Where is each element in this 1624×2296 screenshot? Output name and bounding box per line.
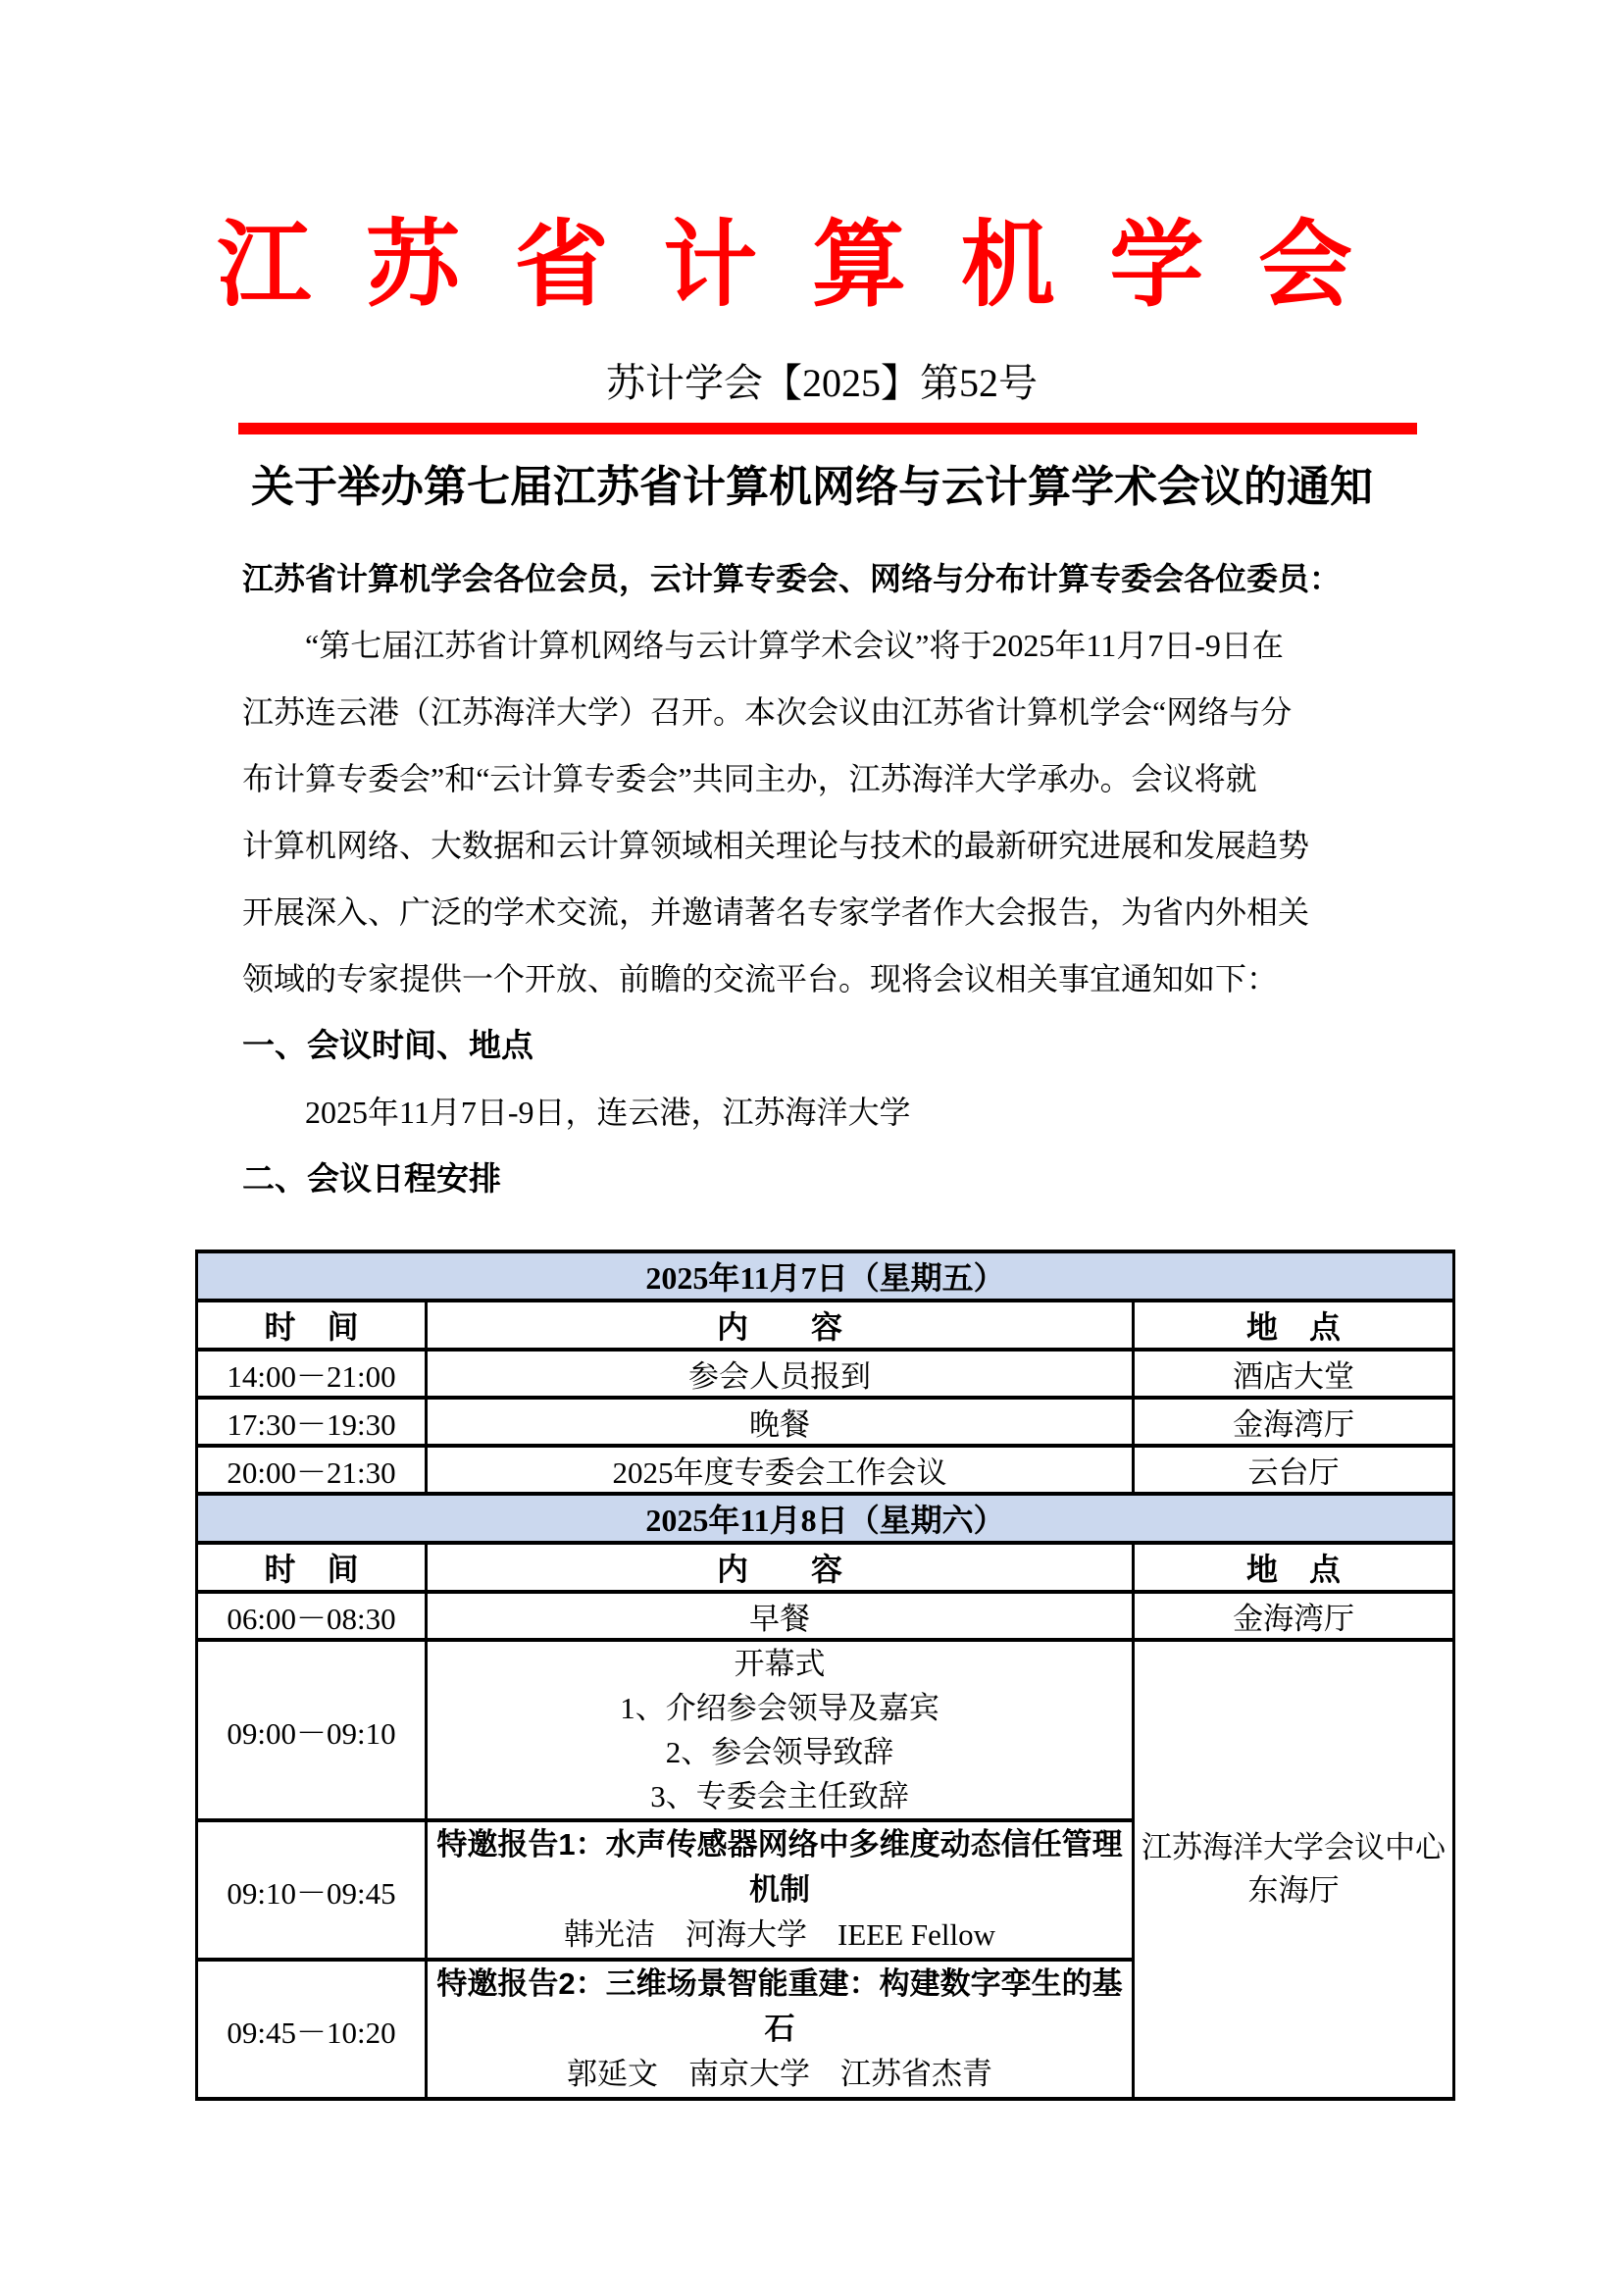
day2-date-header: 2025年11月8日（星期六） xyxy=(197,1494,1454,1543)
time-cell: 09:45－10:20 xyxy=(197,1960,427,2099)
content-column-header: 内 容 xyxy=(427,1301,1134,1350)
content-cell: 2025年度专委会工作会议 xyxy=(427,1446,1134,1494)
day1-header-row xyxy=(197,1251,1454,1301)
opening-title: 开幕式 xyxy=(734,1647,826,1681)
location-cell: 金海湾厅 xyxy=(1134,1592,1454,1640)
location-column-header: 地 点 xyxy=(1134,1543,1454,1592)
day1-column-header-row xyxy=(197,1301,1454,1350)
schedule-row-breakfast xyxy=(197,1592,1454,1640)
paragraph-line: 布计算专委会”和“云计算专委会”共同主办，江苏海洋大学承办。会议将就 xyxy=(242,761,1257,796)
location-cell: 云台厅 xyxy=(1134,1446,1454,1494)
time-column-header: 时 间 xyxy=(197,1301,427,1350)
schedule-row-registration xyxy=(197,1350,1454,1398)
content-cell: 参会人员报到 xyxy=(427,1350,1134,1398)
document-number: 苏计学会【2025】第52号 xyxy=(606,361,1038,405)
time-cell: 20:00－21:30 xyxy=(197,1446,427,1494)
organization-title: 江苏省计算机学会 xyxy=(217,213,1407,318)
day1-date-header: 2025年11月7日（星期五） xyxy=(197,1251,1454,1301)
talk-title: 特邀报告2：三维场景智能重建：构建数字孪生的基石 xyxy=(436,1966,1123,2046)
location-line: 东海厅 xyxy=(1247,1873,1340,1908)
time-cell: 09:00－09:10 xyxy=(197,1640,427,1820)
conference-schedule-table xyxy=(195,1250,1455,2101)
content-cell: 晚餐 xyxy=(427,1398,1134,1446)
schedule-row-opening-ceremony xyxy=(197,1640,1454,1820)
location-column-header: 地 点 xyxy=(1134,1301,1454,1350)
talk-speaker: 韩光洁 河海大学 IEEE Fellow xyxy=(564,1917,995,1952)
salutation-line: 江苏省计算机学会各位会员，云计算专委会、网络与分布计算专委会各位委员： xyxy=(242,561,1342,596)
day2-column-header-row xyxy=(197,1543,1454,1592)
talk-speaker: 郭延文 南京大学 江苏省杰青 xyxy=(567,2057,992,2091)
opening-item: 1、介绍参会领导及嘉宾 xyxy=(620,1691,939,1725)
talk-title: 特邀报告1：水声传感器网络中多维度动态信任管理机制 xyxy=(436,1827,1123,1907)
content-cell xyxy=(427,1960,1134,2099)
location-cell: 酒店大堂 xyxy=(1134,1350,1454,1398)
content-cell xyxy=(427,1820,1134,1960)
notice-title: 关于举办第七届江苏省计算机网络与云计算学术会议的通知 xyxy=(251,463,1373,511)
red-divider-line xyxy=(238,423,1417,434)
time-cell: 17:30－19:30 xyxy=(197,1398,427,1446)
location-line: 江苏海洋大学会议中心 xyxy=(1142,1830,1446,1864)
section-2-heading: 二、会议日程安排 xyxy=(242,1160,501,1197)
day2-header-row xyxy=(197,1494,1454,1543)
section-1-heading: 一、会议时间、地点 xyxy=(242,1027,533,1063)
paragraph-line: 计算机网络、大数据和云计算领域相关理论与技术的最新研究进展和发展趋势 xyxy=(242,828,1310,863)
location-cell: 金海湾厅 xyxy=(1134,1398,1454,1446)
paragraph-line: “第七届江苏省计算机网络与云计算学术会议”将于2025年11月7日-9日在 xyxy=(305,628,1284,663)
time-column-header: 时 间 xyxy=(197,1543,427,1592)
opening-item: 2、参会领导致辞 xyxy=(665,1735,894,1769)
paragraph-line: 江苏连云港（江苏海洋大学）召开。本次会议由江苏省计算机学会“网络与分 xyxy=(242,694,1293,730)
content-column-header: 内 容 xyxy=(427,1543,1134,1592)
schedule-row-dinner xyxy=(197,1398,1454,1446)
time-cell: 14:00－21:00 xyxy=(197,1350,427,1398)
content-cell: 早餐 xyxy=(427,1592,1134,1640)
paragraph-line: 开展深入、广泛的学术交流，并邀请著名专家学者作大会报告，为省内外相关 xyxy=(242,894,1310,930)
time-cell: 09:10－09:45 xyxy=(197,1820,427,1960)
content-cell xyxy=(427,1640,1134,1820)
paragraph-line: 领域的专家提供一个开放、前瞻的交流平台。现将会议相关事宜通知如下： xyxy=(242,961,1279,996)
section-1-content: 2025年11月7日-9日，连云港，江苏海洋大学 xyxy=(305,1095,911,1130)
opening-item: 3、专委会主任致辞 xyxy=(650,1779,909,1813)
notice-body xyxy=(242,545,1415,1212)
merged-location-cell xyxy=(1134,1640,1454,2099)
schedule-row-committee-meeting xyxy=(197,1446,1454,1494)
time-cell: 06:00－08:30 xyxy=(197,1592,427,1640)
